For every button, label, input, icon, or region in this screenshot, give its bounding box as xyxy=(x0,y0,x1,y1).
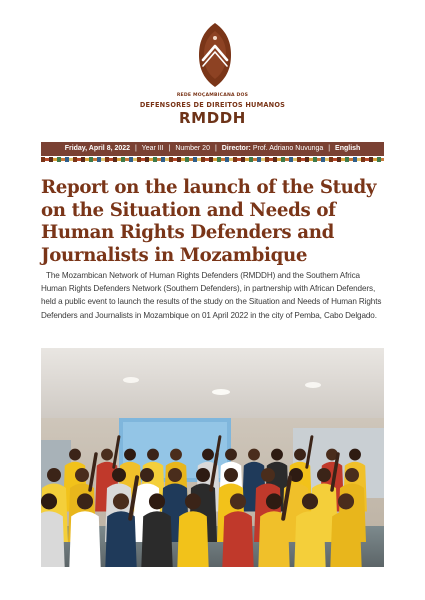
strip-segment xyxy=(185,157,189,162)
strip-segment xyxy=(313,157,317,162)
strip-segment xyxy=(77,158,81,161)
strip-segment xyxy=(149,158,153,161)
strip-segment xyxy=(177,157,181,162)
strip-segment xyxy=(301,158,305,161)
strip-segment xyxy=(213,158,217,161)
strip-segment xyxy=(357,158,361,161)
decorative-pattern-strip xyxy=(41,157,384,162)
strip-segment xyxy=(117,158,121,161)
issue-number: Number 20 xyxy=(175,145,210,152)
director-label: Director: xyxy=(221,145,251,152)
strip-segment xyxy=(201,157,205,162)
org-acronym: RMDDH xyxy=(179,109,246,127)
strip-segment xyxy=(249,157,253,162)
strip-segment xyxy=(285,158,289,161)
strip-segment xyxy=(369,157,373,162)
strip-segment xyxy=(261,158,265,161)
strip-segment xyxy=(45,158,49,161)
issue-date: Friday, April 8, 2022 xyxy=(64,145,131,152)
strip-segment xyxy=(337,157,341,162)
strip-segment xyxy=(197,158,201,161)
strip-segment xyxy=(145,157,149,162)
article-body: The Mozambican Network of Human Rights Defenders (RMDDH) and the Southern Africa Human Rights Defenders Network (Southern Defenders), in partnership with African Defenders, held a public event to launch the results of the study on the Situation and Needs of Human Rights Defenders and Journalists in Mozambique on 01 April 2022 in the city of Pemba, Cabo Delgado. xyxy=(41,271,382,320)
strip-segment xyxy=(377,157,381,162)
strip-segment xyxy=(125,158,129,161)
strip-segment xyxy=(365,158,369,161)
strip-segment xyxy=(265,157,269,162)
strip-segment xyxy=(113,157,117,162)
strip-segment xyxy=(297,157,301,162)
strip-segment xyxy=(269,158,273,161)
strip-segment xyxy=(61,158,65,161)
strip-segment xyxy=(281,157,285,162)
strip-segment xyxy=(101,158,105,161)
strip-segment xyxy=(293,158,297,161)
strip-segment xyxy=(341,158,345,161)
strip-segment xyxy=(309,158,313,161)
strip-segment xyxy=(229,158,233,161)
strip-segment xyxy=(289,157,293,162)
strip-segment xyxy=(361,157,365,162)
separator: | xyxy=(328,145,331,152)
strip-segment xyxy=(85,158,89,161)
strip-segment xyxy=(349,158,353,161)
strip-segment xyxy=(53,158,57,161)
strip-segment xyxy=(41,157,45,162)
separator: | xyxy=(214,145,217,152)
strip-segment xyxy=(153,157,157,162)
strip-segment xyxy=(129,157,133,162)
strip-segment xyxy=(173,158,177,161)
strip-segment xyxy=(209,157,213,162)
strip-segment xyxy=(181,158,185,161)
strip-segment xyxy=(121,157,125,162)
strip-segment xyxy=(49,157,53,162)
strip-segment xyxy=(277,158,281,161)
strip-segment xyxy=(317,158,321,161)
strip-segment xyxy=(105,157,109,162)
strip-segment xyxy=(253,158,257,161)
strip-segment xyxy=(205,158,209,161)
separator: | xyxy=(168,145,171,152)
strip-segment xyxy=(141,158,145,161)
separator: | xyxy=(135,145,137,152)
strip-segment xyxy=(353,157,357,162)
strip-segment xyxy=(225,157,229,162)
strip-segment xyxy=(57,157,61,162)
strip-segment xyxy=(233,157,237,162)
strip-segment xyxy=(221,158,225,161)
director-name: Prof. Adriano Nuvunga xyxy=(252,145,324,152)
strip-segment xyxy=(81,157,85,162)
strip-segment xyxy=(273,157,277,162)
strip-segment xyxy=(189,158,193,161)
strip-segment xyxy=(137,157,141,162)
language-label: English xyxy=(335,145,361,152)
strip-segment xyxy=(65,157,69,162)
strip-segment xyxy=(321,157,325,162)
strip-segment xyxy=(381,158,384,161)
org-name-main: DEFENSORES DE DIREITOS HUMANOS xyxy=(139,101,286,109)
strip-segment xyxy=(373,158,377,161)
article-headline: Report on the launch of the Study on the Situation and Needs of Human Rights Defenders and Journalists in Mozambique xyxy=(41,177,377,266)
strip-segment xyxy=(333,158,337,161)
masthead-bar xyxy=(41,142,384,156)
strip-segment xyxy=(109,158,113,161)
org-name-small: REDE MOÇAMBICANA DOS xyxy=(176,93,249,98)
strip-segment xyxy=(325,158,329,161)
strip-segment xyxy=(305,157,309,162)
strip-segment xyxy=(165,158,169,161)
strip-segment xyxy=(241,157,245,162)
strip-segment xyxy=(257,157,261,162)
rmddh-logo-icon xyxy=(197,22,233,88)
strip-segment xyxy=(245,158,249,161)
strip-segment xyxy=(89,157,93,162)
strip-segment xyxy=(329,157,333,162)
strip-segment xyxy=(97,157,101,162)
strip-segment xyxy=(345,157,349,162)
issue-year: Year III xyxy=(141,145,164,152)
strip-segment xyxy=(133,158,137,161)
strip-segment xyxy=(237,158,241,161)
strip-segment xyxy=(161,157,165,162)
strip-segment xyxy=(217,157,221,162)
event-group-photo xyxy=(41,348,384,567)
strip-segment xyxy=(193,157,197,162)
strip-segment xyxy=(73,157,77,162)
strip-segment xyxy=(93,158,97,161)
strip-segment xyxy=(157,158,161,161)
strip-segment xyxy=(169,157,173,162)
strip-segment xyxy=(69,158,73,161)
